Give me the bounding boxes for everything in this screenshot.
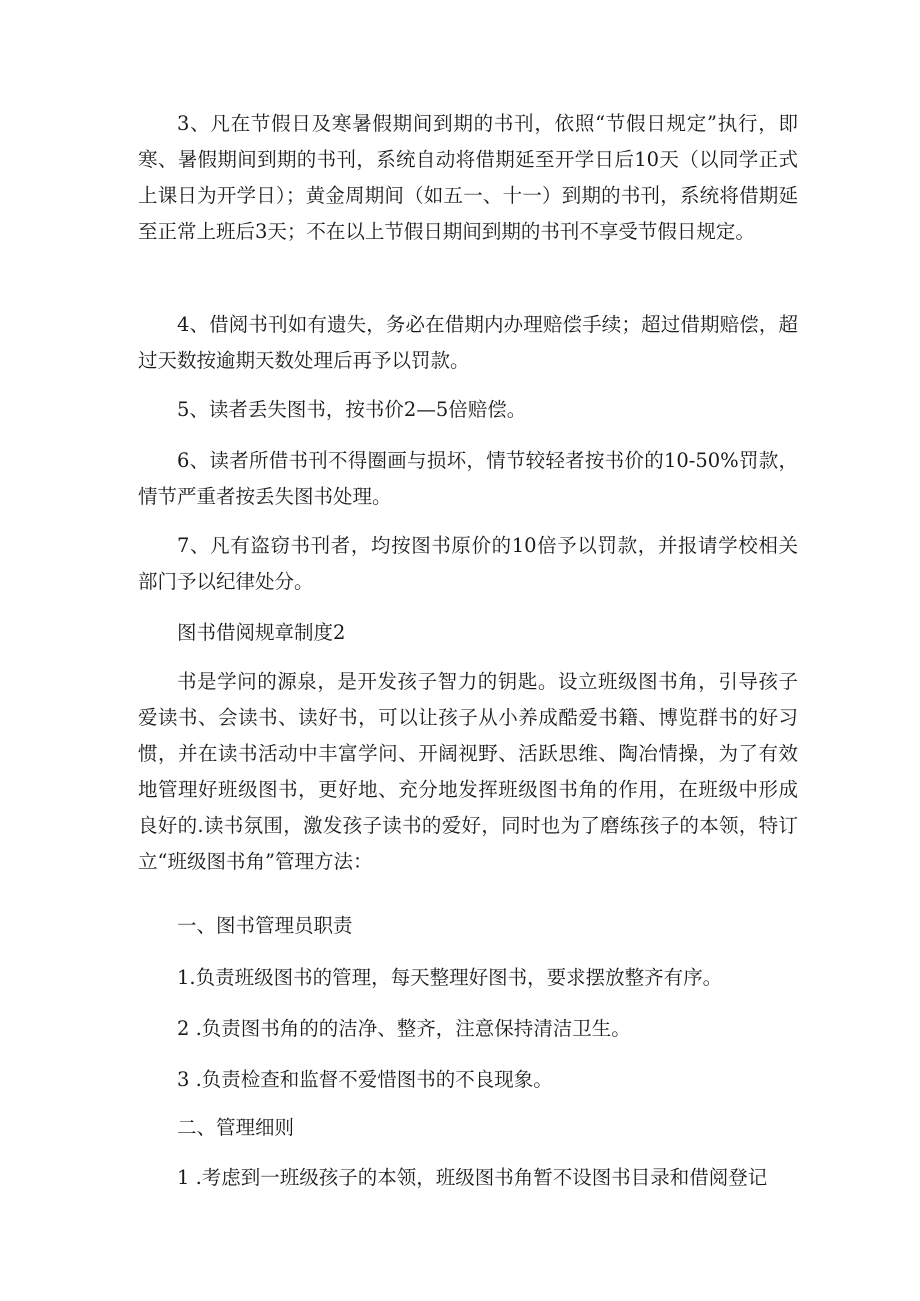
- paragraph-rule-3: 3、凡在节假日及寒暑假期间到期的书刊，依照“节假日规定”执行，即寒、暑假期间到期的书刊，系统自动将借期延至开学日后10天（以同学正式上课日为开学日）；黄金周期间（如五一、十一）到期的书刊，系统将借期延至正常上班后3天；不在以上节假日期间到期的书刊不享受节假日规定。: [138, 112, 798, 243]
- paragraph-rule-4: 4、借阅书刊如有遗失，务必在借期内办理赔偿手续；超过借期赔偿，超过天数按逾期天数处理后再予以罚款。: [138, 313, 798, 372]
- duty-item-3: 3 .负责检查和监督不爱惜图书的不良现象。: [177, 1068, 553, 1091]
- paragraph-intro: 书是学问的源泉，是开发孩子智力的钥匙。设立班级图书角，引导孩子爱读书、会读书、读好书，可以让孩子从小养成酷爱书籍、博览群书的好习惯，并在读书活动中丰富学问、开阔视野、活跃思维、陶冶情操，为了有效地管理好班级图书，更好地、充分地发挥班级图书角的作用，在班级中形成良好的.读书氛围，激发孩子读书的爱好，同时也为了磨练孩子的本领，特订立“班级图书角”管理方法：: [138, 670, 798, 873]
- heading-management-rules: 二、管理细则: [177, 1116, 295, 1139]
- duty-item-1: 1.负责班级图书的管理，每天整理好图书，要求摆放整齐有序。: [177, 966, 723, 989]
- paragraph-rule-5: 5、读者丢失图书，按书价2—5倍赔偿。: [177, 398, 527, 421]
- rule-item-1: 1 .考虑到一班级孩子的本领，班级图书角暂不设图书目录和借阅登记: [177, 1166, 768, 1189]
- heading-librarian-duties: 一、图书管理员职责: [177, 914, 353, 937]
- paragraph-rule-7: 7、凡有盗窃书刊者，均按图书原价的10倍予以罚款，并报请学校相关部门予以纪律处分。: [138, 534, 798, 593]
- paragraph-rule-6: 6、读者所借书刊不得圈画与损坏，情节较轻者按书价的10-50%罚款，情节严重者按丢失图书处理。: [138, 449, 798, 508]
- duty-item-2: 2 .负责图书角的的洁净、整齐，注意保持清洁卫生。: [177, 1017, 631, 1040]
- section-title: 图书借阅规章制度2: [177, 621, 346, 644]
